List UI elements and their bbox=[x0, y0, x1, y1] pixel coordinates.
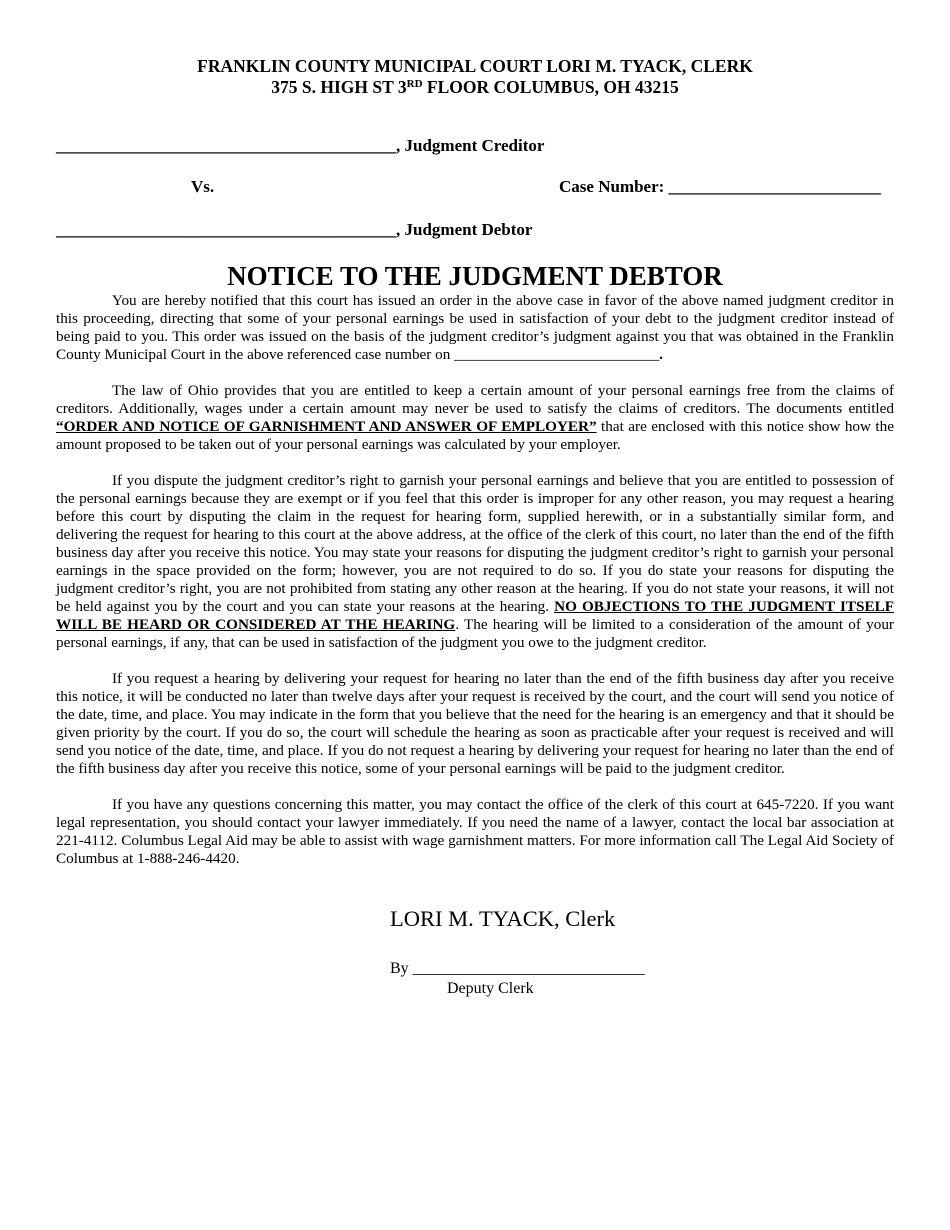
by-label: By bbox=[390, 960, 413, 977]
signature-blank[interactable]: _____________________________ bbox=[412, 960, 645, 977]
p1-end: . bbox=[659, 346, 663, 363]
judgment-date-blank[interactable]: ___________________________ bbox=[454, 346, 660, 363]
paragraph-ohio-law bbox=[56, 382, 894, 454]
paragraph-hearing-request: If you request a hearing by delivering your request for hearing no later than the end of the fifth business day after you receive this notice, it will be conducted no later than twelve days after your request is received by the court, and the court will send you notice of the date, time, and place. You may indicate in the form that you believe that the need for the hearing is an emergency and that it should be given priority by the court. If you do so, the court will schedule the hearing as soon as practicable after your request is received and will send you notice of the date, time, and place. If you do not request a hearing by delivering your request for hearing no later than the end of the fifth business day after you receive this notice, some of your personal earnings will be paid to the judgment creditor. bbox=[56, 670, 894, 777]
versus-label: Vs. bbox=[191, 177, 215, 196]
address-superscript: RD bbox=[406, 78, 423, 90]
judgment-creditor-line bbox=[56, 136, 544, 156]
clerk-name: LORI M. TYACK, Clerk bbox=[390, 906, 616, 931]
p2-text-a: The law of Ohio provides that you are entitled to keep a certain amount of your personal earnings free from the claims of creditors. Additionally, wages under a certain amount may never be used to satisfy the claims of creditors. The documents entitled bbox=[56, 382, 894, 417]
judgment-debtor-line bbox=[56, 220, 532, 240]
paragraph-dispute bbox=[56, 472, 894, 652]
p3-text-a: If you dispute the judgment creditor’s right to garnish your personal earnings and believe that you are entitled to possession of the personal earnings because they are exempt or if you feel that this order is improper for any other reason, you may request a hearing before this court by disputing the claim in the request for hearing form, supplied herewith, or in a substantially similar form, and delivering the request for hearing to this court at the above address, at the office of the clerk of this court, no later than the end of the fifth business day after you receive this notice. You may state your reasons for disputing the judgment creditor’s right to garnish your personal earnings in the space provided on the form; however, you are not required to do so. If you do state your reasons for disputing the judgment creditor’s right, you are not prohibited from stating any other reason at the hearing. If you do not state your reasons, it will not be held against you by the court and you can state your reasons at the hearing. bbox=[56, 472, 894, 615]
p3-no-objections: NO OBJECTIONS TO THE JUDGMENT ITSELF WILL BE HEARD OR CONSIDERED AT THE HEARING bbox=[56, 598, 894, 633]
creditor-label: , Judgment Creditor bbox=[396, 136, 545, 155]
paragraph-order-issued bbox=[56, 292, 894, 364]
signature-by-line bbox=[390, 960, 645, 978]
p2-document-title: “ORDER AND NOTICE OF GARNISHMENT AND ANSWER OF EMPLOYER” bbox=[56, 418, 597, 435]
notice-body bbox=[56, 292, 894, 868]
case-number-blank[interactable]: _________________________ bbox=[668, 177, 882, 196]
court-name-line: FRANKLIN COUNTY MUNICIPAL COURT LORI M. TYACK, CLERK bbox=[197, 56, 753, 76]
debtor-label: , Judgment Debtor bbox=[396, 220, 533, 239]
address-part-2: FLOOR COLUMBUS, OH 43215 bbox=[422, 77, 679, 97]
paragraph-questions: If you have any questions concerning this matter, you may contact the office of the clerk of this court at 645-7220. If you want legal representation, you should contact your lawyer immediately. If you need the name of a lawyer, contact the local bar association at 221-4112. Columbus Legal Aid may be able to assist with wage garnishment matters. For more information call The Legal Aid Society of Columbus at 1-888-246-4420. bbox=[56, 796, 894, 867]
p1-text: You are hereby notified that this court has issued an order in the above case in favor of the above named judgment creditor in this proceeding, directing that some of your personal earnings be used in satisfaction of your debt to the judgment creditor instead of being paid to you. This order was issued on the basis of the judgment creditor’s judgment against you that was obtained in the Franklin County Municipal Court in the above referenced case number on bbox=[56, 292, 894, 363]
debtor-blank[interactable]: ________________________________________ bbox=[56, 220, 396, 239]
court-address-line bbox=[0, 77, 950, 98]
case-number-line bbox=[559, 177, 881, 197]
court-header bbox=[0, 56, 950, 98]
creditor-blank[interactable]: ________________________________________ bbox=[56, 136, 396, 155]
notice-title: NOTICE TO THE JUDGMENT DEBTOR bbox=[227, 261, 723, 291]
p3-text-b: . The hearing will be limited to a consideration of the amount of your personal earnings, if any, that can be used in satisfaction of the judgment you owe to the judgment creditor. bbox=[56, 616, 894, 651]
case-number-label: Case Number: bbox=[559, 177, 669, 196]
address-part-1: 375 S. HIGH ST 3 bbox=[271, 77, 407, 97]
deputy-clerk-label: Deputy Clerk bbox=[447, 980, 534, 997]
p2-text-b: that are enclosed with this notice show how the amount proposed to be taken out of your personal earnings was calculated by your employer. bbox=[56, 418, 894, 453]
